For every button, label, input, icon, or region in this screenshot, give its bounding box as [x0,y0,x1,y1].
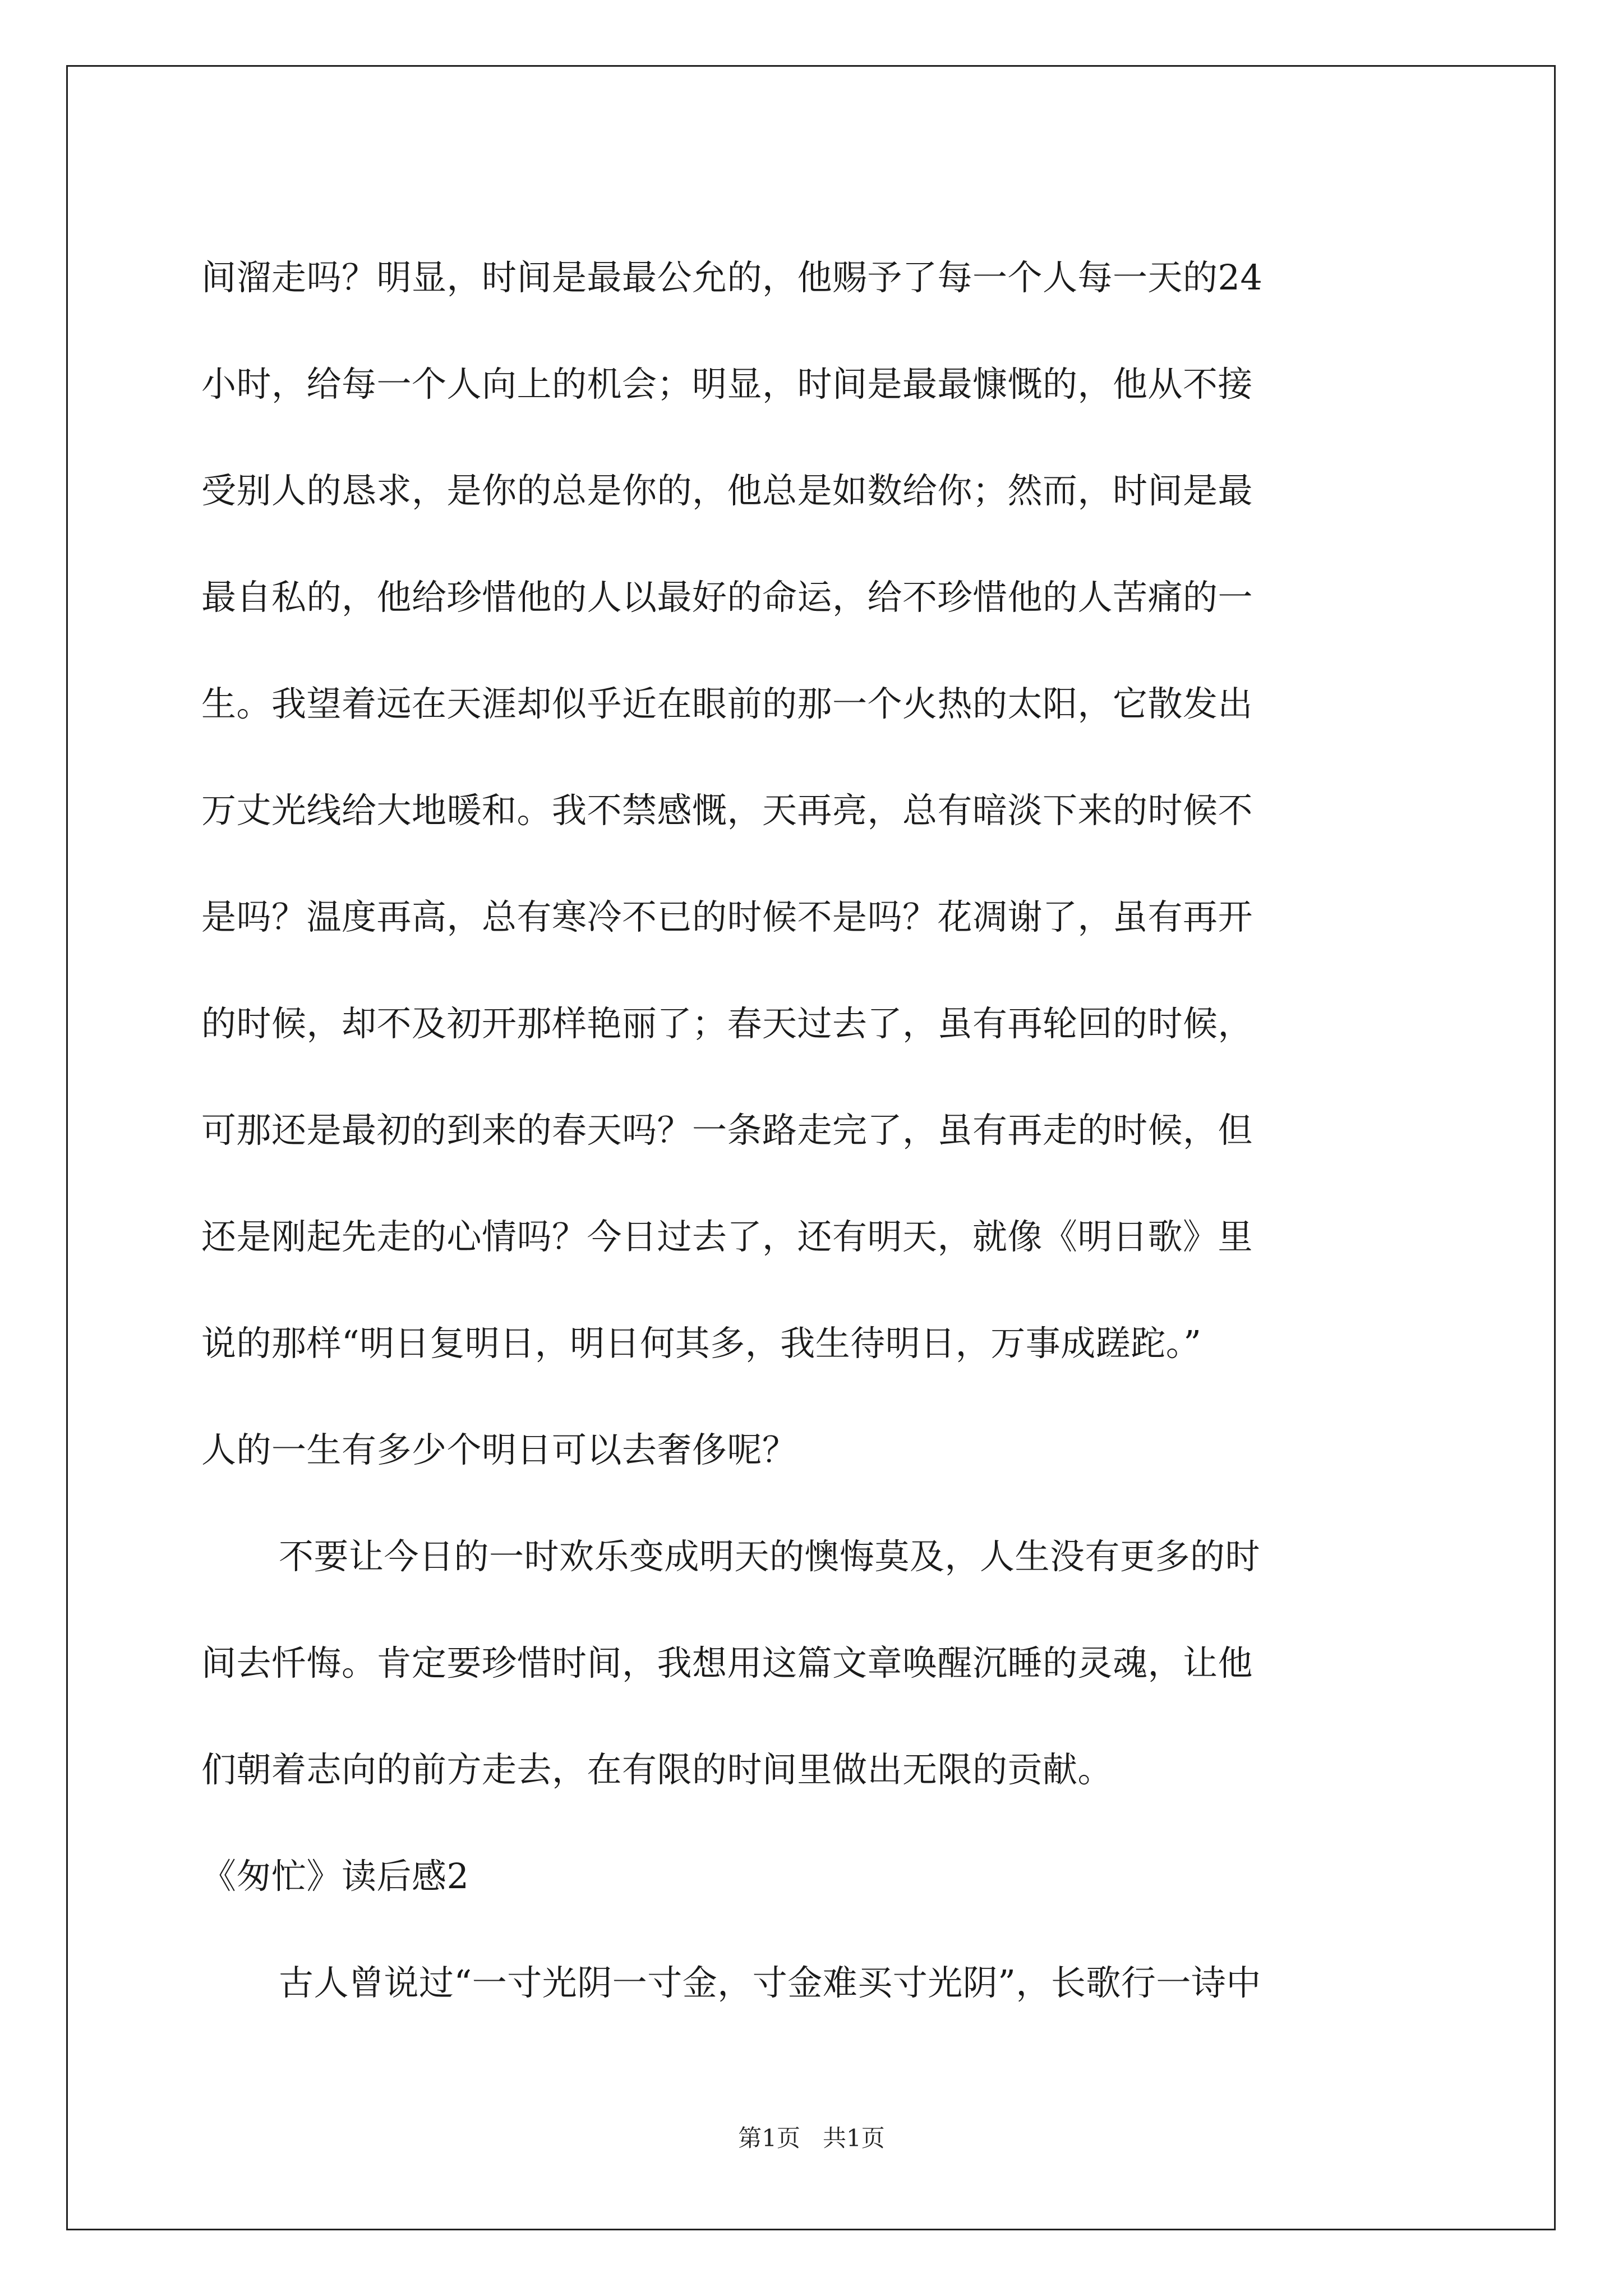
text-line: 生。我望着远在天涯却似乎近在眼前的那一个火热的太阳，它散发出 [201,683,1253,724]
text-line: 是吗？温度再高，总有寒冷不已的时候不是吗？花凋谢了，虽有再开 [201,896,1253,937]
text-line: 受别人的恳求，是你的总是你的，他总是如数给你；然而，时间是最 [201,470,1253,511]
text-line: 最自私的，他给珍惜他的人以最好的命运，给不珍惜他的人苦痛的一 [201,577,1253,618]
page-total: 共1页 [823,2124,885,2152]
text-line: 人的一生有多少个明日可以去奢侈呢？ [201,1429,797,1470]
text-line: 的时候，却不及初开那样艳丽了；春天过去了，虽有再轮回的时候， [201,1003,1253,1044]
text-line: 说的那样“明日复明日，明日何其多，我生待明日，万事成蹉跎。” [201,1323,1202,1364]
document-body [201,224,1424,2036]
text-line: 小时，给每一个人向上的机会；明显，时间是最最慷慨的，他从不接 [201,364,1253,404]
text-line: 不要让今日的一时欢乐变成明天的懊悔莫及，人生没有更多的时 [279,1536,1261,1577]
text-line: 间去忏悔。肯定要珍惜时间，我想用这篇文章唤醒沉睡的灵魂，让他 [201,1642,1253,1683]
paragraph-1 [201,224,1424,1503]
page-number: 第1页 [738,2124,800,2152]
text-line: 可那还是最初的到来的春天吗？一条路走完了，虽有再走的时候，但 [201,1110,1253,1151]
text-line: 万丈光线给大地暖和。我不禁感慨，天再亮，总有暗淡下来的时候不 [201,790,1253,831]
text-line: 间溜走吗？明显，时间是最最公允的，他赐予了每一个人每一天的24 [201,257,1263,298]
paragraph-2 [201,1503,1424,1823]
section-heading: 《匆忙》读后感2 [201,1856,469,1897]
text-line: 们朝着志向的前方走去，在有限的时间里做出无限的贡献。 [201,1749,1113,1790]
text-line: 还是刚起先走的心情吗？今日过去了，还有明天，就像《明日歌》里 [201,1216,1253,1257]
page-footer [0,2122,1623,2155]
paragraph-3 [201,1930,1424,2036]
text-line: 古人曾说过“一寸光阴一寸金，寸金难买寸光阴”，长歌行一诗中 [279,1962,1261,2003]
